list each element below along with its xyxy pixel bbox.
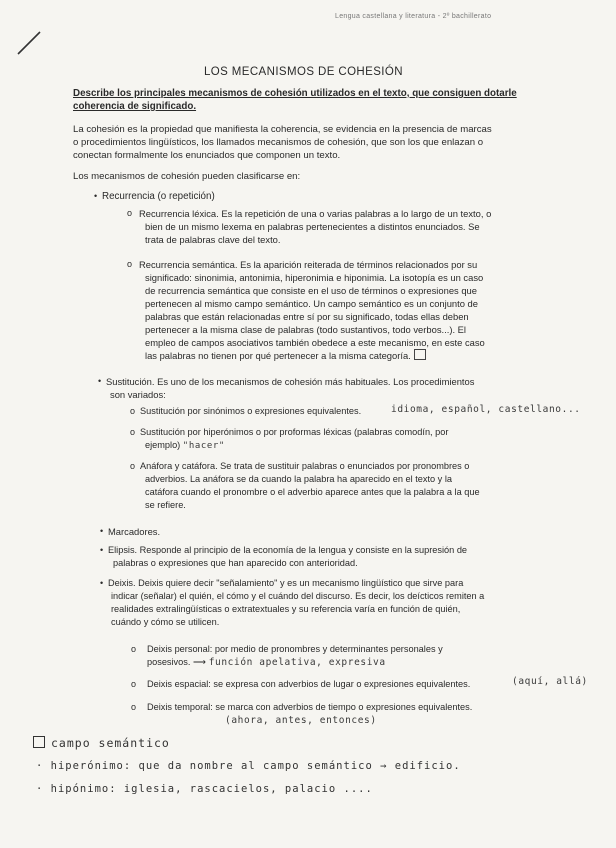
intro-line-1: La cohesión es la propiedad que manifiesta la coherencia, se evidencia en la presencia de marcas (73, 124, 492, 135)
circle-bullet-icon: o (131, 679, 137, 689)
lexica-line-3: trata de palabras clave del texto. (145, 234, 281, 245)
deixis-espacial-handwritten-note: (aquí, allá) (512, 676, 588, 687)
intro-line-3: conectan formalmente los enunciados que componen un texto. (73, 150, 341, 161)
anafora-line-1: Anáfora y catáfora. Se trata de sustituir palabras o enunciados por pronombres o (140, 461, 470, 471)
recurrencia-label: Recurrencia (o repetición) (102, 191, 215, 202)
anafora-line-3: catáfora cuando el pronombre o el adverbio aparece antes que la palabra a la que (145, 487, 480, 497)
deixis-line-4: cuándo y cómo se utilicen. (111, 617, 220, 627)
page-title: LOS MECANISMOS DE COHESIÓN (204, 66, 403, 78)
deixis-espacial-line: Deixis espacial: se expresa con adverbios de lugar o expresiones equivalentes. (147, 679, 471, 689)
handwritten-notes-title-text: campo semántico (51, 736, 170, 750)
sinonimos-handwritten-note: idioma, español, castellano... (391, 404, 581, 415)
deixis-line-3: realidades extralingüísticas o extratextuales y su referencia varía en función de quién, (111, 604, 461, 614)
deixis-line-1: Deixis. Deixis quiere decir "señalamiento" y es un mecanismo lingüístico que sirve para (108, 578, 464, 588)
semantica-line-8 (145, 349, 426, 363)
intro-line-2: o procedimientos lingüísticos, los llamados mecanismos de cohesión, que son los que enlazan o (73, 137, 484, 148)
semantica-line-3: de recurrencia semántica que consiste en el uso de términos o expresiones que (145, 285, 477, 296)
lexica-line-1: Recurrencia léxica. Es la repetición de una o varias palabras a lo largo de un texto, o (139, 208, 492, 219)
handwritten-notes-title (33, 736, 170, 750)
semantica-line-8-text: las palabras no tienen por qué pertenecer a la misma categoría. (145, 350, 411, 361)
deixis-line-2: indicar (señalar) el quién, el cómo y el cuándo del discurso. Es decir, los deícticos remiten a (111, 591, 485, 601)
circle-bullet-icon: o (131, 702, 137, 712)
deixis-personal-handwritten-note: función apelativa, expresiva (208, 657, 386, 668)
circle-bullet-icon: o (127, 259, 133, 269)
circle-bullet-icon: o (131, 644, 137, 654)
semantica-line-7: empleo de campos asociativos también obedece a este mecanismo, en este caso (145, 337, 485, 348)
elipsis-line-2: palabras o expresiones que han aparecido con anterioridad. (113, 558, 358, 568)
question-line-2: coherencia de significado. (73, 101, 197, 112)
deixis-personal-line-2-text: posesivos. (147, 657, 191, 667)
bullet-icon: • (94, 191, 98, 201)
bullet-icon: • (100, 545, 104, 555)
handwritten-note-line-1: · hiperónimo: que da nombre al campo semántico → edificio. (36, 760, 461, 772)
bullet-icon: • (100, 578, 104, 588)
circle-bullet-icon: o (130, 461, 136, 471)
anafora-line-4: se refiere. (145, 500, 186, 510)
circle-bullet-icon: o (127, 208, 133, 218)
sustitucion-line-1: Sustitución. Es uno de los mecanismos de cohesión más habituales. Los procedimientos (106, 376, 475, 387)
marcadores-line: Marcadores. (108, 526, 161, 537)
hiperonimos-line-1: Sustitución por hiperónimos o por proformas léxicas (palabras comodín, por (140, 427, 449, 437)
deixis-personal-line-2 (147, 656, 386, 670)
circle-bullet-icon: o (130, 406, 136, 416)
lexica-line-2: bien de un mismo lexema en palabras pertenecientes a distintos enunciados. Se (145, 221, 480, 232)
deixis-personal-line-1: Deixis personal: por medio de pronombres y determinantes personales y (147, 644, 443, 654)
handwritten-note-line-2: · hipónimo: iglesia, rascacielos, palacio .... (36, 783, 373, 795)
semantica-line-2: significado: sinonimia, antonimia, hiperonimia e hiponimia. La isotopía es un caso (145, 272, 484, 283)
hiperonimos-line-2-text: ejemplo) (145, 440, 181, 450)
hiperonimos-handwritten-note: "hacer" (182, 441, 225, 451)
arrow-icon: ⟶ (192, 657, 207, 667)
sustitucion-line-2: son variados: (110, 389, 166, 400)
sinonimos-line: Sustitución por sinónimos o expresiones equivalentes. (140, 406, 362, 416)
anafora-line-2: adverbios. La anáfora se da cuando la palabra ha aparecido en el texto y la (145, 474, 452, 484)
semantica-line-5: palabras que están relacionadas entre sí por su significado, todas ellas deben (145, 311, 469, 322)
pen-stroke-mark (14, 28, 44, 58)
elipsis-line-1: Elipsis. Responde al principio de la economía de la lengua y consiste en la supresión de (108, 545, 468, 555)
boxed-marker-icon (33, 736, 45, 748)
circle-bullet-icon: o (130, 427, 136, 437)
semantica-line-1: Recurrencia semántica. Es la aparición reiterada de términos relacionados por su (139, 259, 478, 270)
page-header: Lengua castellana y literatura - 2º bachillerato (335, 13, 492, 20)
deixis-temporal-handwritten-note: (ahora, antes, entonces) (225, 715, 377, 726)
deixis-temporal-line: Deixis temporal: se marca con adverbios de tiempo o expresiones equivalentes. (147, 702, 473, 712)
question-line-1: Describe los principales mecanismos de cohesión utilizados en el texto, que consiguen dotarle (73, 88, 517, 99)
bullet-icon: • (98, 376, 102, 386)
boxed-note-marker (414, 349, 426, 360)
hiperonimos-line-2 (145, 439, 225, 454)
semantica-line-6: pertenecer a la misma clase de palabras (todo sustantivos, todo verbos...). El (145, 324, 466, 335)
bullet-icon: • (100, 526, 104, 536)
classify-line: Los mecanismos de cohesión pueden clasificarse en: (73, 171, 301, 182)
semantica-line-4: pertenecen al mismo campo semántico. Un campo semántico es un conjunto de (145, 298, 478, 309)
